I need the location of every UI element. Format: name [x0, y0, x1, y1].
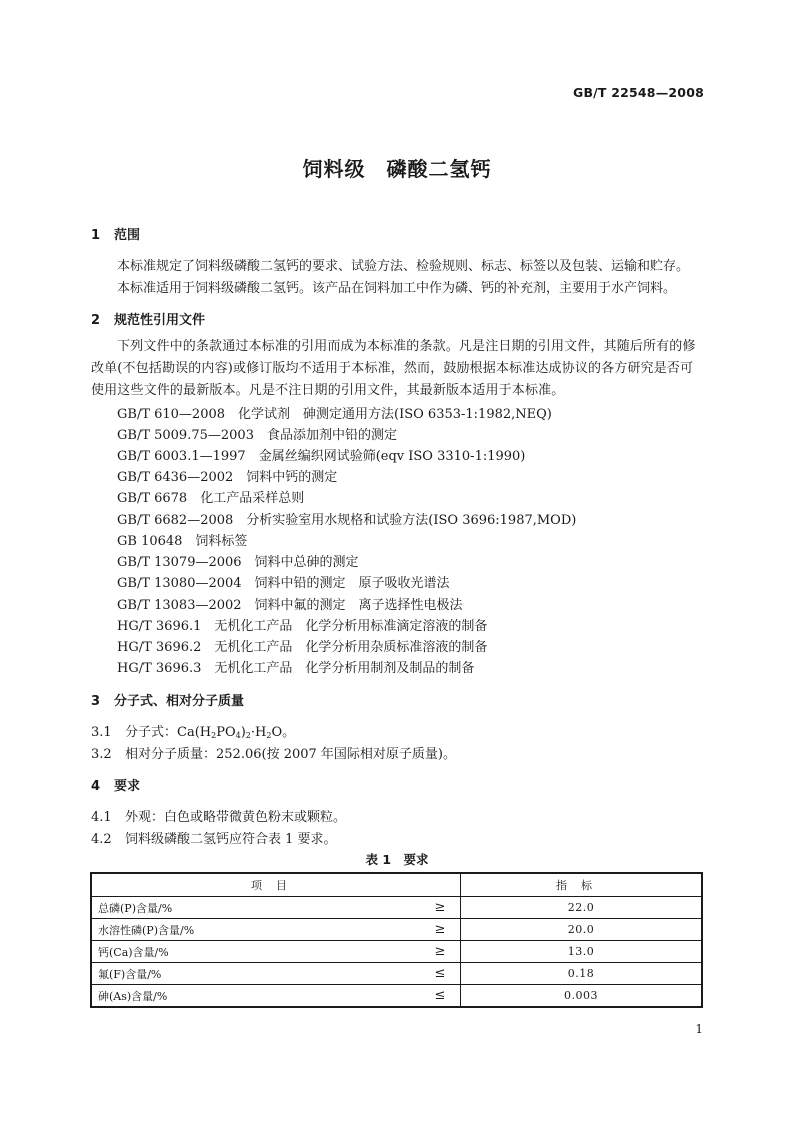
- table-row: [91, 919, 702, 941]
- document-title: 饲料级 磷酸二氢钙: [302, 157, 492, 181]
- row-value: 13.0: [461, 941, 703, 963]
- reference-item: GB/T 6436—2002 饲料中钙的测定: [117, 470, 338, 485]
- row-comparator: ≥: [420, 897, 461, 919]
- section-4-title: 要求: [114, 779, 141, 794]
- row-comparator: ≤: [420, 963, 461, 985]
- header-item: 项目: [91, 873, 461, 897]
- row-value: 0.003: [461, 985, 703, 1008]
- row-value: 0.18: [461, 963, 703, 985]
- formula-label: 分子式：: [125, 725, 178, 740]
- reference-item: GB/T 13080—2004 饲料中铅的测定 原子吸收光谱法: [117, 576, 450, 591]
- clause-4-1-number: 4.1: [91, 810, 112, 825]
- row-comparator: ≤: [420, 985, 461, 1008]
- row-value: 22.0: [461, 897, 703, 919]
- table-row: [91, 963, 702, 985]
- section-1-title: 范围: [114, 228, 141, 243]
- table-title: 表 1 要求: [365, 852, 429, 867]
- section-2-number: 2: [91, 313, 101, 328]
- clause-3-1: [91, 721, 295, 740]
- reference-item: GB/T 6678 化工产品采样总则: [117, 491, 305, 506]
- table-header-row: [91, 873, 702, 897]
- reference-item: GB 10648 饲料标签: [117, 534, 248, 549]
- section-1-paragraph-2: 本标准适用于饲料级磷酸二氢钙。该产品在饲料加工中作为磷、钙的补充剂，主要用于水产饲料。: [117, 281, 677, 296]
- clause-4-1-text: 外观：白色或略带微黄色粉末或颗粒。: [125, 810, 347, 825]
- section-2-intro: 下列文件中的条款通过本标准的引用而成为本标准的条款。凡是注日期的引用文件，其随后所有的修改单(不包括勘误的内容)或修订版均不适用于本标准，然而，鼓励根据本标准达成协议的各方研究是否可使用这些文件的最新版本。凡是不注日期的引用文件，其最新版本适用于本标准。: [91, 339, 696, 398]
- section-3-title: 分子式、相对分子质量: [114, 694, 245, 709]
- row-item: 砷(As)含量/%: [91, 985, 420, 1008]
- section-1-paragraph-1: 本标准规定了饲料级磷酸二氢钙的要求、试验方法、检验规则、标志、标签以及包装、运输和贮存。: [117, 259, 690, 274]
- reference-item: GB/T 5009.75—2003 食品添加剂中铅的测定: [117, 428, 397, 443]
- chemical-formula: $Ca(H_2PO_4)_2\cdot H_2O$。: [177, 725, 296, 740]
- table-row: [91, 941, 702, 963]
- clause-3-2-number: 3.2: [91, 747, 112, 762]
- reference-item: GB/T 610—2008 化学试剂 砷测定通用方法(ISO 6353-1:1982,NEQ): [117, 407, 552, 422]
- row-item: 氟(F)含量/%: [91, 963, 420, 985]
- row-item: 总磷(P)含量/%: [91, 897, 420, 919]
- clause-4-1: [91, 806, 346, 825]
- section-2-heading: [91, 309, 205, 328]
- table-row: [91, 897, 702, 919]
- reference-item: GB/T 13079—2006 饲料中总砷的测定: [117, 555, 359, 570]
- clause-3-2: [91, 743, 456, 762]
- requirements-table: [90, 872, 703, 1008]
- reference-item: GB/T 13083—2002 饲料中氟的测定 离子选择性电极法: [117, 598, 463, 613]
- section-3-heading: [91, 690, 244, 709]
- clause-4-2-number: 4.2: [91, 832, 112, 847]
- header-value: 指标: [461, 873, 703, 897]
- section-4-number: 4: [91, 779, 101, 794]
- clause-3-1-number: 3.1: [91, 725, 112, 740]
- row-comparator: ≥: [420, 941, 461, 963]
- clause-4-2-text: 饲料级磷酸二氢钙应符合表 1 要求。: [125, 832, 337, 847]
- reference-item: HG/T 3696.2 无机化工产品 化学分析用杂质标准溶液的制备: [117, 640, 488, 655]
- clause-4-2: [91, 828, 337, 847]
- section-1-number: 1: [91, 228, 101, 243]
- reference-item: HG/T 3696.1 无机化工产品 化学分析用标准滴定溶液的制备: [117, 619, 488, 634]
- row-item: 钙(Ca)含量/%: [91, 941, 420, 963]
- section-1-heading: [91, 224, 140, 243]
- row-item: 水溶性磷(P)含量/%: [91, 919, 420, 941]
- table-row: [91, 985, 702, 1008]
- row-value: 20.0: [461, 919, 703, 941]
- reference-item: GB/T 6682—2008 分析实验室用水规格和试验方法(ISO 3696:1987,MOD): [117, 513, 577, 528]
- clause-3-2-text: 相对分子质量：252.06(按 2007 年国际相对原子质量)。: [125, 747, 456, 762]
- section-4-heading: [91, 775, 140, 794]
- section-3-number: 3: [91, 694, 101, 709]
- reference-item: HG/T 3696.3 无机化工产品 化学分析用制剂及制品的制备: [117, 661, 475, 676]
- row-comparator: ≥: [420, 919, 461, 941]
- standard-code: GB/T 22548—2008: [572, 85, 704, 100]
- reference-item: GB/T 6003.1—1997 金属丝编织网试验筛(eqv ISO 3310-1:1990): [117, 449, 526, 464]
- section-2-title: 规范性引用文件: [114, 313, 206, 328]
- page-number: 1: [695, 1022, 703, 1036]
